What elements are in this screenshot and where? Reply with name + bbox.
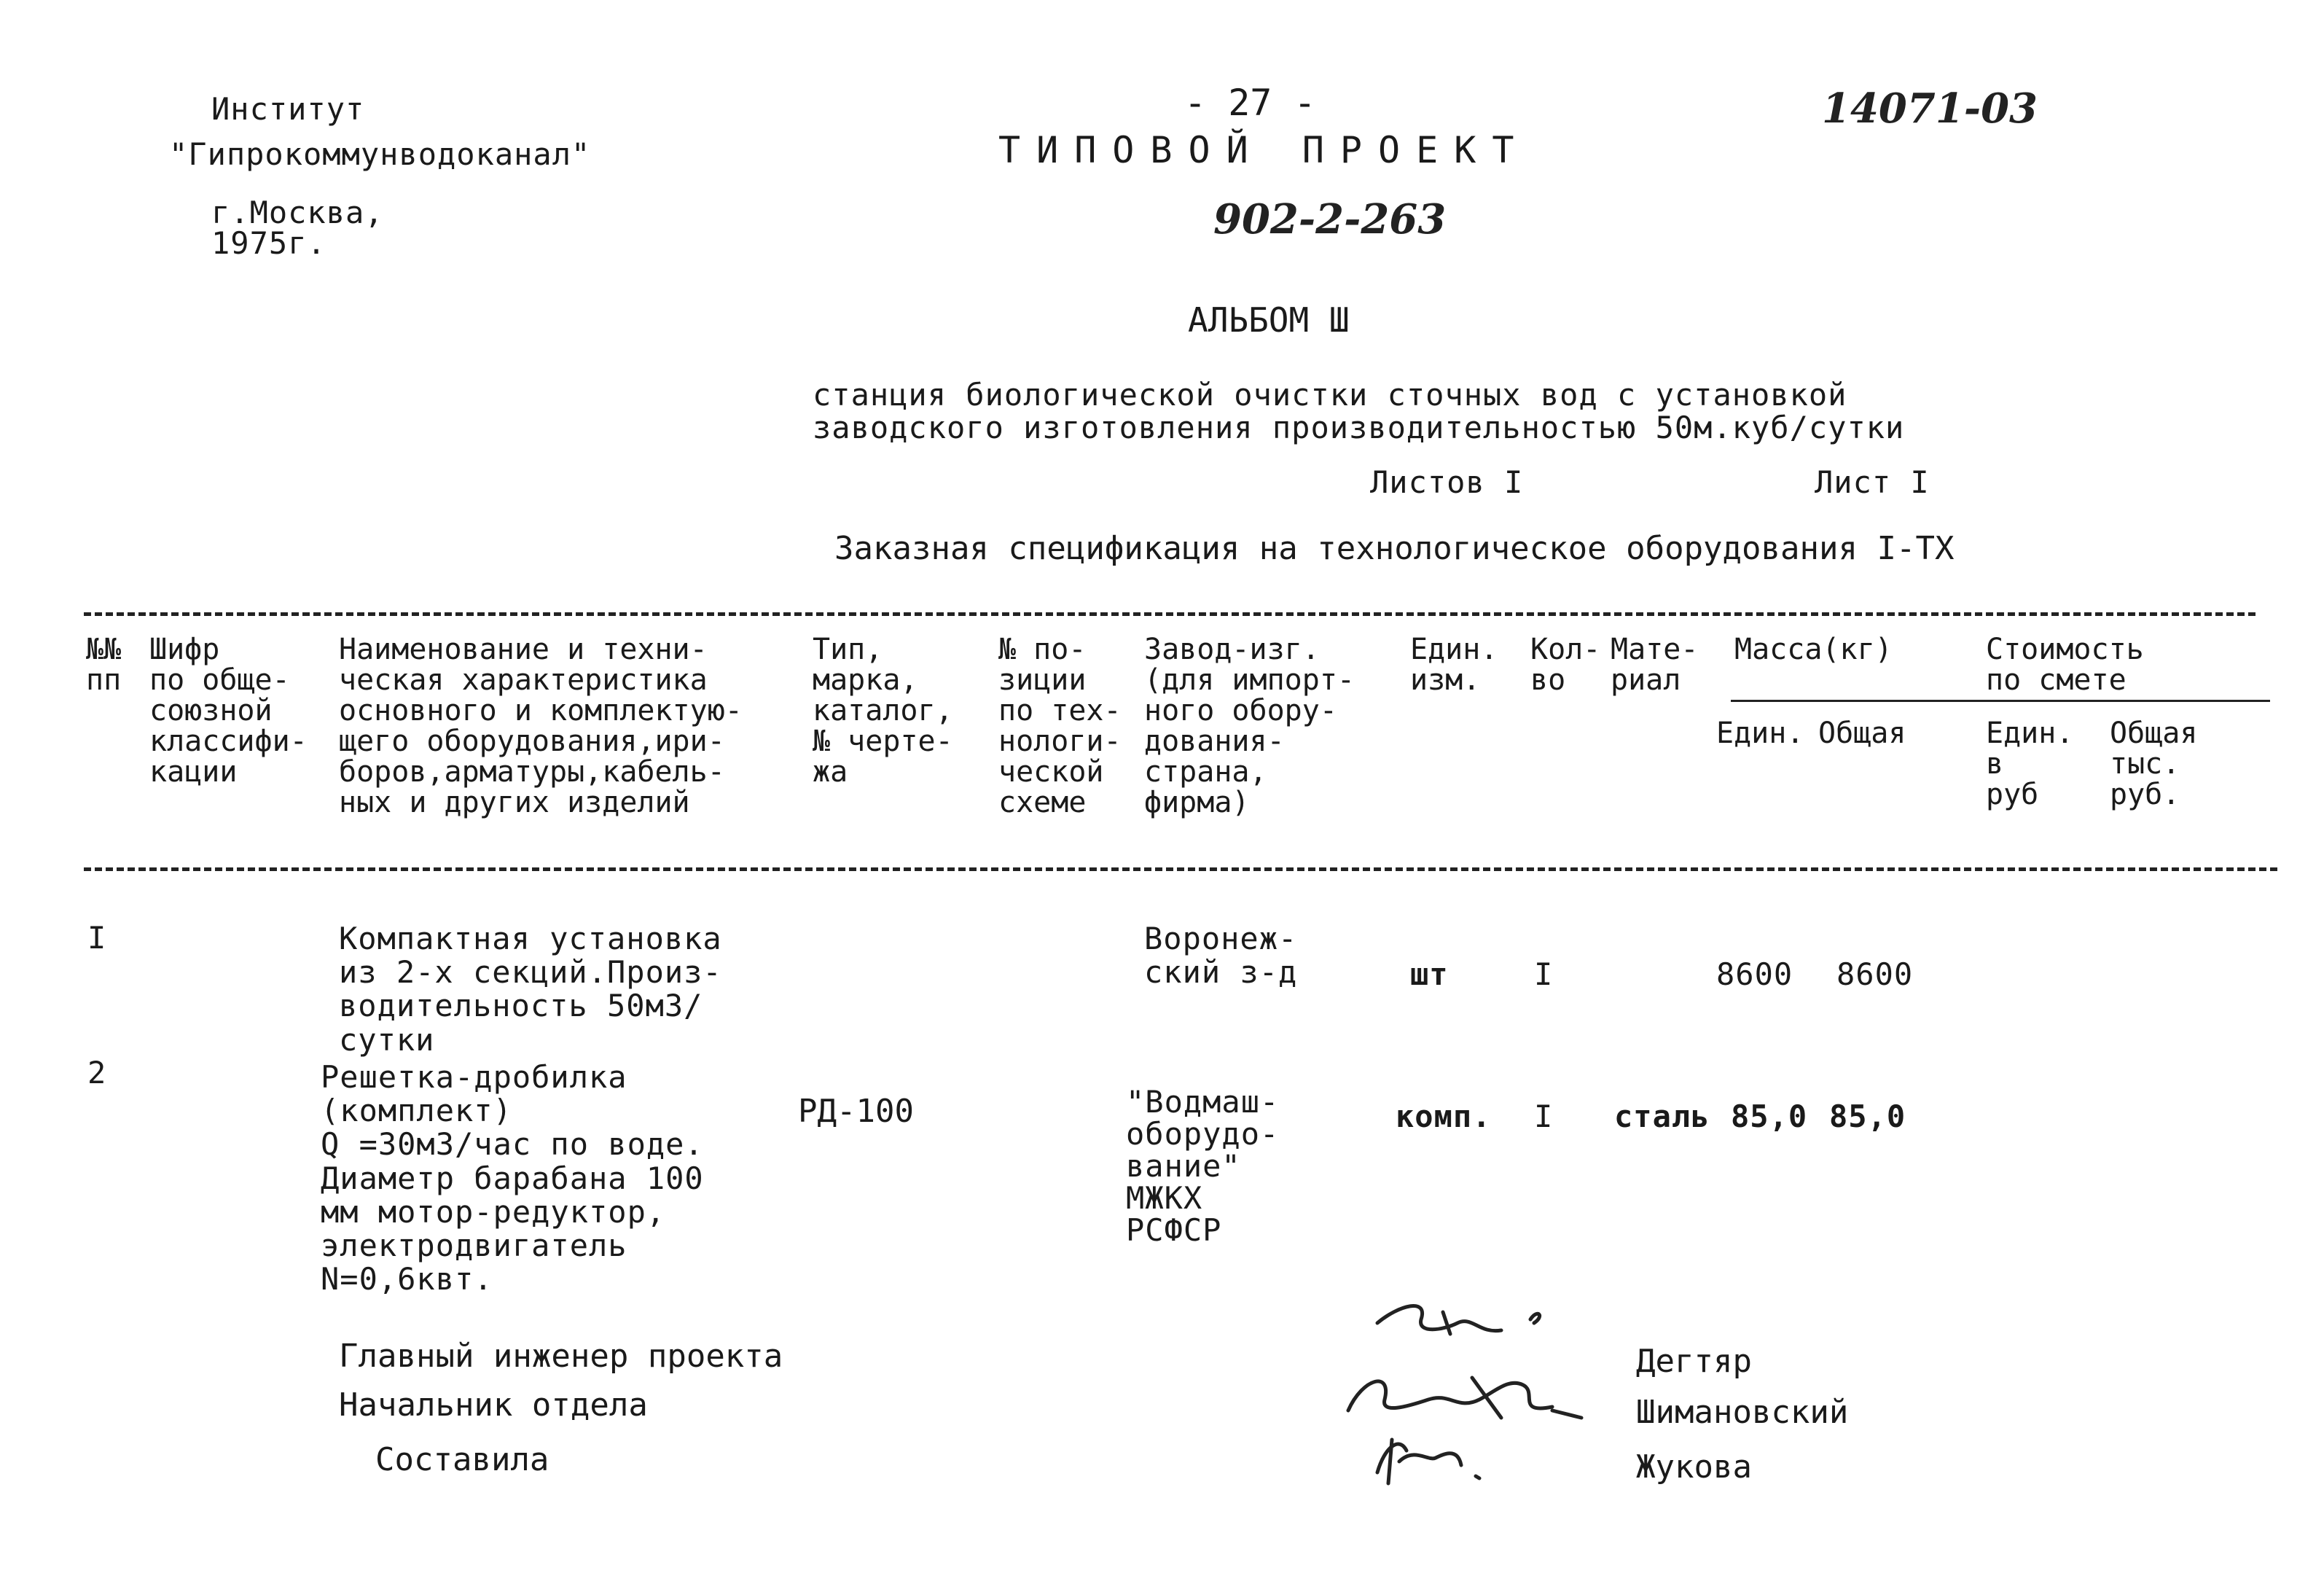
institute-label: Институт — [211, 91, 365, 127]
table-top-rule — [84, 612, 2255, 616]
row-1-mass-total: 8600 — [1836, 956, 1914, 992]
department-head-label: Начальник отдела — [339, 1386, 648, 1424]
header-bottom-rule — [84, 867, 2277, 871]
project-number: 902-2-263 — [1213, 195, 1447, 243]
col-header-mass-total: Общая — [1818, 717, 1906, 750]
row-2-plant: "Водмаш- оборудо- вание" МЖКХ РСФСР — [1126, 1084, 1280, 1249]
col-header-cost-unit: Един. в руб — [1986, 717, 2074, 811]
col-header-qty: Кол- во — [1530, 633, 1601, 697]
row-2-mass-total: 85,0 — [1829, 1099, 1906, 1134]
sheet-number: Лист I — [1815, 464, 1930, 500]
mass-cost-subrule — [1731, 700, 2270, 702]
sheets-total: Листов I — [1370, 464, 1524, 500]
row-1-plant: Воронеж- ский з-д — [1144, 921, 1298, 991]
row-2-unit: комп. — [1396, 1099, 1492, 1134]
compiled-by-name: Жукова — [1636, 1448, 1752, 1486]
spec-title: Заказная спецификация на технологическое оборудования I-ТХ — [834, 530, 1955, 567]
col-header-position: № по- зиции по тех- нологи- ческой схеме — [998, 633, 1122, 819]
col-header-material: Мате- риал — [1611, 633, 1699, 697]
row-2-mass-unit: 85,0 — [1731, 1099, 1808, 1134]
row-2-name: Решетка-дробилка (комплект) Q =30м3/час по воде. Диаметр барабана 100 мм мотор-редуктор, электродвигатель N=0,6квт. — [321, 1059, 704, 1298]
col-header-mass: Масса(кг) — [1734, 633, 1893, 666]
col-header-code: Шифр по обще- союзной классифи- кации — [149, 633, 308, 789]
row-2-num: 2 — [87, 1055, 107, 1090]
album-title: АЛЬБОМ Ш — [1188, 300, 1350, 340]
year: 1975г. — [211, 225, 326, 261]
organization-name: "Гипрокоммунводоканал" — [169, 136, 591, 172]
project-title: ТИПОВОЙ ПРОЕКТ — [998, 129, 1530, 171]
row-2-material: сталь — [1614, 1099, 1710, 1134]
col-header-cost: Стоимость по смете — [1986, 633, 2144, 697]
handwritten-signatures-icon — [1334, 1290, 1640, 1494]
department-head-name: Шимановский — [1636, 1394, 1849, 1431]
compiled-by-label: Составила — [375, 1441, 549, 1478]
city: г.Москва, — [211, 195, 384, 230]
col-header-unit: Един. изм. — [1410, 633, 1498, 697]
row-2-type: РД-100 — [798, 1093, 914, 1130]
row-2-qty: I — [1534, 1099, 1554, 1134]
chief-engineer-label: Главный инженер проекта — [339, 1338, 783, 1375]
col-header-num: №№ пп — [86, 633, 122, 697]
row-1-mass-unit: 8600 — [1716, 956, 1793, 992]
col-header-type: Тип, марка, каталог, № черте- жа — [813, 633, 953, 789]
doc-code: 14071-03 — [1822, 85, 2038, 133]
page-number: - 27 - — [1184, 82, 1316, 124]
col-header-cost-total: Общая тыс. руб. — [2110, 717, 2198, 811]
chief-engineer-name: Дегтяр — [1636, 1343, 1752, 1380]
row-1-qty: I — [1534, 956, 1554, 992]
station-line-1: станция биологической очистки сточных вод с установкой — [813, 377, 1847, 413]
row-1-num: I — [87, 920, 107, 956]
col-header-name: Наименование и техни- ческая характеристика основного и комплектую- щего оборудования,ири- боров,арматуры,кабель- ных и других изделий — [339, 633, 743, 819]
station-line-2: заводского изготовления производительностью 50м.куб/сутки — [813, 410, 1905, 445]
row-1-name: Компактная установка из 2-х секций.Произ- водительность 50м3/ сутки — [339, 921, 722, 1058]
row-1-unit: шт — [1410, 956, 1449, 992]
col-header-mass-unit: Един. — [1716, 717, 1804, 750]
col-header-plant: Завод-изг. (для импорт- ного обору- дования- страна, фирма) — [1144, 633, 1355, 819]
